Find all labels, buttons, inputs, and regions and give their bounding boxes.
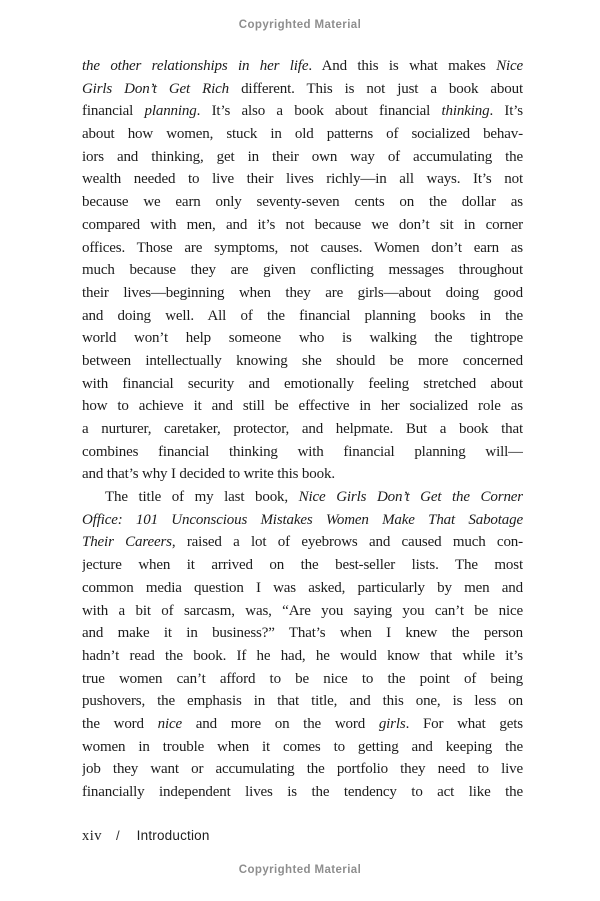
page-number: xiv	[82, 828, 103, 844]
copyright-notice-bottom: Copyrighted Material	[238, 864, 362, 876]
page-footer	[82, 828, 210, 845]
text-line: world won’t help someone who is walking the tightrope	[82, 330, 523, 347]
text-line: hadn’t read the book. If he had, he would know that while it’s	[82, 647, 523, 664]
text-line: their lives—beginning when they are girls—about doing good	[82, 284, 523, 301]
text-line: and doing well. All of the financial planning books in the	[82, 307, 523, 324]
text-line: Girls Don’t Get Rich different. This is not just a book about	[82, 80, 523, 97]
text-line: and that’s why I decided to write this book.	[82, 466, 335, 483]
text-line: financial planning. It’s also a book about financial thinking. It’s	[82, 103, 523, 120]
text-line: because we earn only seventy-seven cents on the dollar as	[82, 194, 523, 211]
text-line: offices. Those are symptoms, not causes. Women don’t earn as	[82, 239, 523, 256]
text-line: Office: 101 Unconscious Mistakes Women Make That Sabotage	[82, 511, 523, 528]
text-line: Their Careers, raised a lot of eyebrows and caused much con-	[82, 534, 523, 551]
text-line: common media question I was asked, particularly by men and	[82, 579, 523, 596]
text-line: jecture when it arrived on the best-seller lists. The most	[82, 557, 523, 574]
copyright-notice-top: Copyrighted Material	[238, 19, 362, 31]
text-line: the word nice and more on the word girls. For what gets	[82, 715, 523, 732]
text-line: between intellectually knowing she should be more concerned	[82, 352, 523, 369]
text-line: iors and thinking, get in their own way of accumulating the	[82, 148, 523, 165]
section-title: Introduction	[136, 828, 210, 843]
text-line: women in trouble when it comes to getting and keeping the	[82, 738, 523, 755]
text-line: The title of my last book, Nice Girls Don’t Get the Corner	[105, 489, 523, 506]
text-line: with a bit of sarcasm, was, “Are you saying you can’t be nice	[82, 602, 523, 619]
text-line: and make it in business?” That’s when I knew the person	[82, 625, 523, 642]
footer-separator: /	[116, 828, 120, 843]
text-line: job they want or accumulating the portfolio they need to live	[82, 761, 523, 778]
text-line: true women can’t afford to be nice to the point of being	[82, 670, 523, 687]
body-text	[82, 55, 523, 804]
text-line: a nurturer, caretaker, protector, and helpmate. But a book that	[82, 421, 523, 437]
text-line: how to achieve it and still be effective in her socialized role as	[82, 398, 523, 415]
text-line: compared with men, and it’s not because we don’t sit in corner	[82, 216, 523, 233]
text-line: the other relationships in her life. And this is what makes Nice	[82, 58, 523, 74]
text-line: wealth needed to live their lives richly—in all ways. It’s not	[82, 171, 523, 188]
text-line: financially independent lives is the tendency to act like the	[82, 784, 523, 800]
text-line: combines financial thinking with financial planning will—	[82, 443, 523, 460]
text-line: much because they are given conflicting messages throughout	[82, 262, 523, 279]
text-line: about how women, stuck in old patterns of socialized behav-	[82, 126, 523, 143]
text-line: pushovers, the emphasis in that title, and this one, is less on	[82, 693, 523, 710]
text-line: with financial security and emotionally feeling stretched about	[82, 375, 523, 392]
